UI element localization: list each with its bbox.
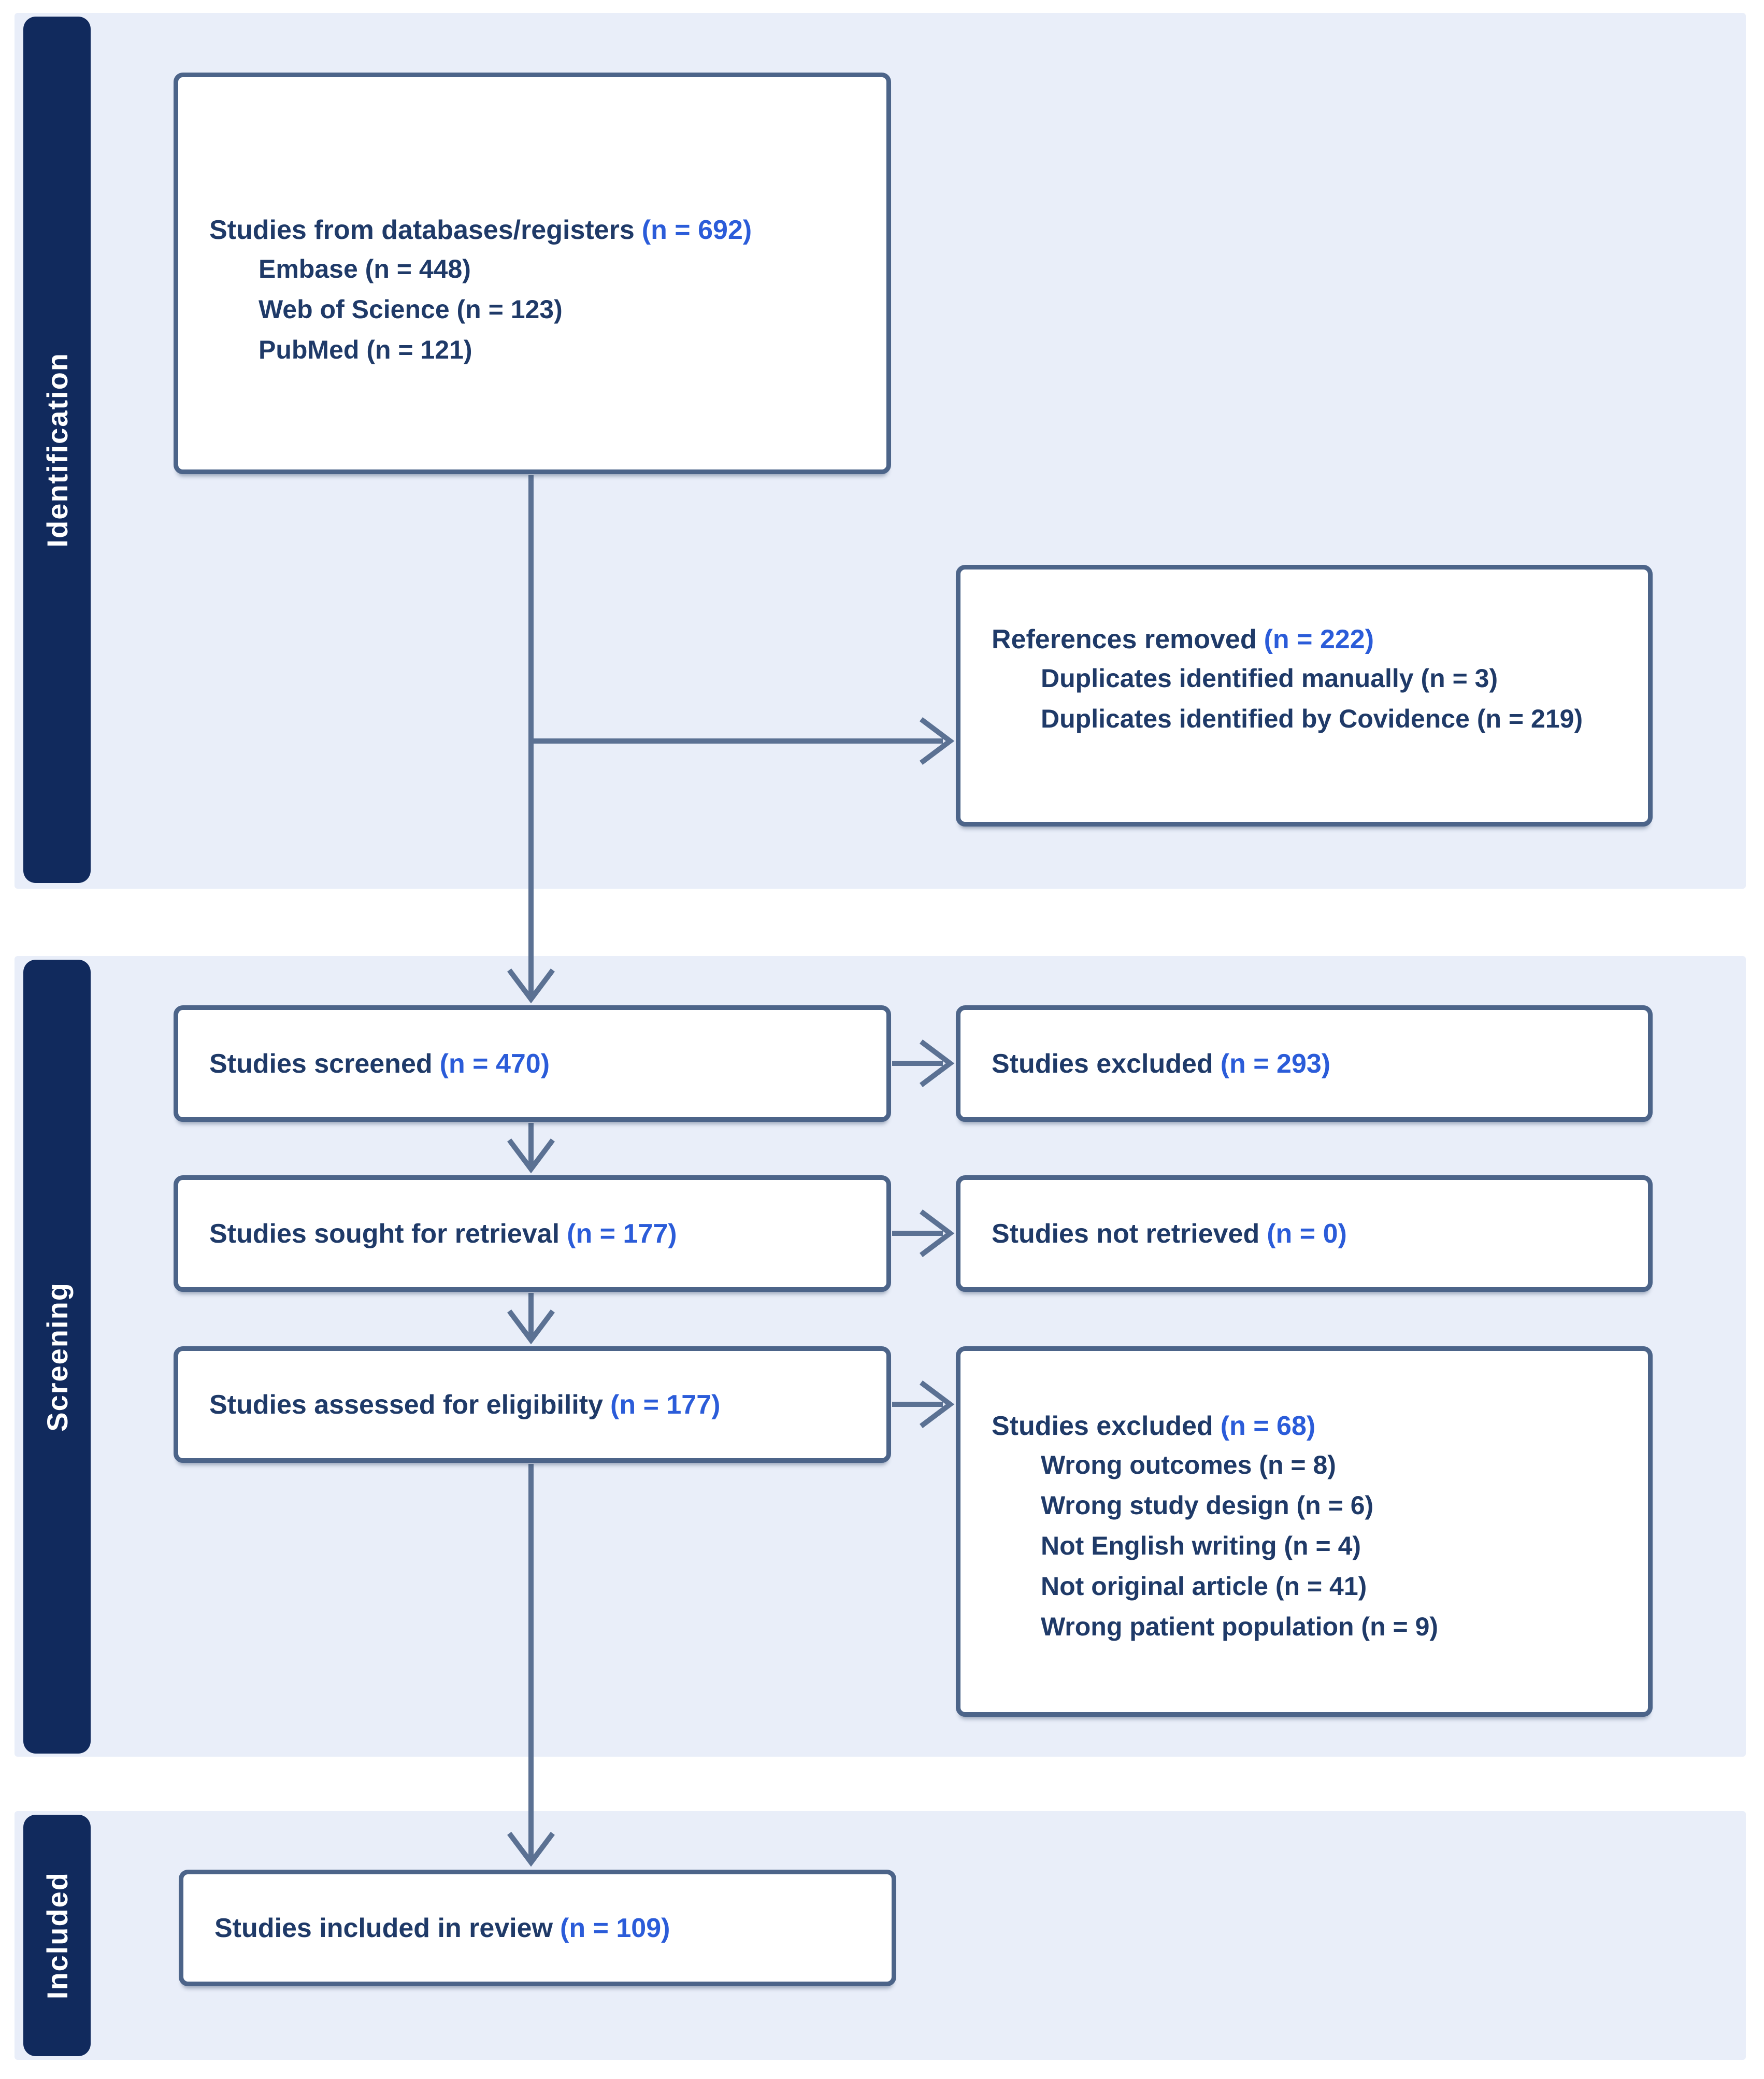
box-sub-item: Wrong patient population (n = 9) (1041, 1612, 1439, 1641)
box-sub-item: Not original article (n = 41) (1041, 1572, 1367, 1601)
box-studies-from-databases (174, 73, 891, 474)
box-sub-items (992, 1445, 1627, 1647)
box-studies-excluded-screening (956, 1005, 1653, 1122)
identification-sidebar (23, 17, 91, 883)
box-title (209, 1048, 550, 1079)
box-title-text: Studies screened (209, 1048, 433, 1079)
box-title (992, 1218, 1347, 1249)
identification-label: Identification (40, 352, 74, 548)
box-sub-item: PubMed (n = 121) (259, 335, 472, 364)
box-title-text: Studies included in review (214, 1913, 553, 1943)
box-n-count: (n = 177) (567, 1218, 677, 1249)
box-sub-item: Wrong outcomes (n = 8) (1041, 1450, 1336, 1479)
included-sidebar (23, 1815, 91, 2056)
box-sub-item: Wrong study design (n = 6) (1041, 1491, 1374, 1520)
box-title (209, 1218, 677, 1249)
box-title (209, 1389, 720, 1420)
box-studies-included-review (179, 1870, 896, 1986)
box-sub-items (209, 249, 866, 370)
box-title (992, 624, 1627, 655)
box-title-text: Studies not retrieved (992, 1218, 1260, 1249)
box-title-text: Studies sought for retrieval (209, 1218, 560, 1249)
box-studies-screened (174, 1005, 891, 1122)
box-title (992, 1411, 1627, 1442)
box-studies-sought-retrieval (174, 1175, 891, 1292)
box-n-count: (n = 293) (1220, 1048, 1331, 1079)
box-sub-item: Duplicates identified by Covidence (n = 219) (1041, 704, 1583, 733)
screening-sidebar (23, 960, 91, 1754)
box-sub-item: Duplicates identified manually (n = 3) (1041, 664, 1498, 693)
box-title-text: Studies excluded (992, 1411, 1213, 1441)
box-n-count: (n = 177) (610, 1389, 721, 1420)
box-n-count: (n = 222) (1264, 624, 1374, 654)
box-n-count: (n = 692) (641, 215, 752, 245)
box-studies-assessed-eligibility (174, 1346, 891, 1463)
box-title (992, 1048, 1330, 1079)
box-n-count: (n = 0) (1267, 1218, 1347, 1249)
box-title (209, 215, 866, 246)
box-sub-items (992, 658, 1627, 739)
box-n-count: (n = 68) (1220, 1411, 1316, 1441)
box-sub-item: Embase (n = 448) (259, 254, 471, 283)
box-studies-excluded-eligibility (956, 1346, 1653, 1717)
box-n-count: (n = 109) (560, 1913, 670, 1943)
included-label: Included (40, 1871, 74, 2000)
screening-label: Screening (40, 1281, 74, 1432)
box-studies-not-retrieved (956, 1175, 1653, 1292)
box-title-text: Studies from databases/registers (209, 215, 635, 245)
box-title-text: Studies assessed for eligibility (209, 1389, 604, 1420)
box-n-count: (n = 470) (439, 1048, 550, 1079)
box-title-text: References removed (992, 624, 1257, 654)
box-sub-item: Not English writing (n = 4) (1041, 1531, 1361, 1560)
box-sub-item: Web of Science (n = 123) (259, 295, 563, 324)
box-title (214, 1913, 670, 1944)
box-references-removed (956, 565, 1653, 827)
box-title-text: Studies excluded (992, 1048, 1213, 1079)
